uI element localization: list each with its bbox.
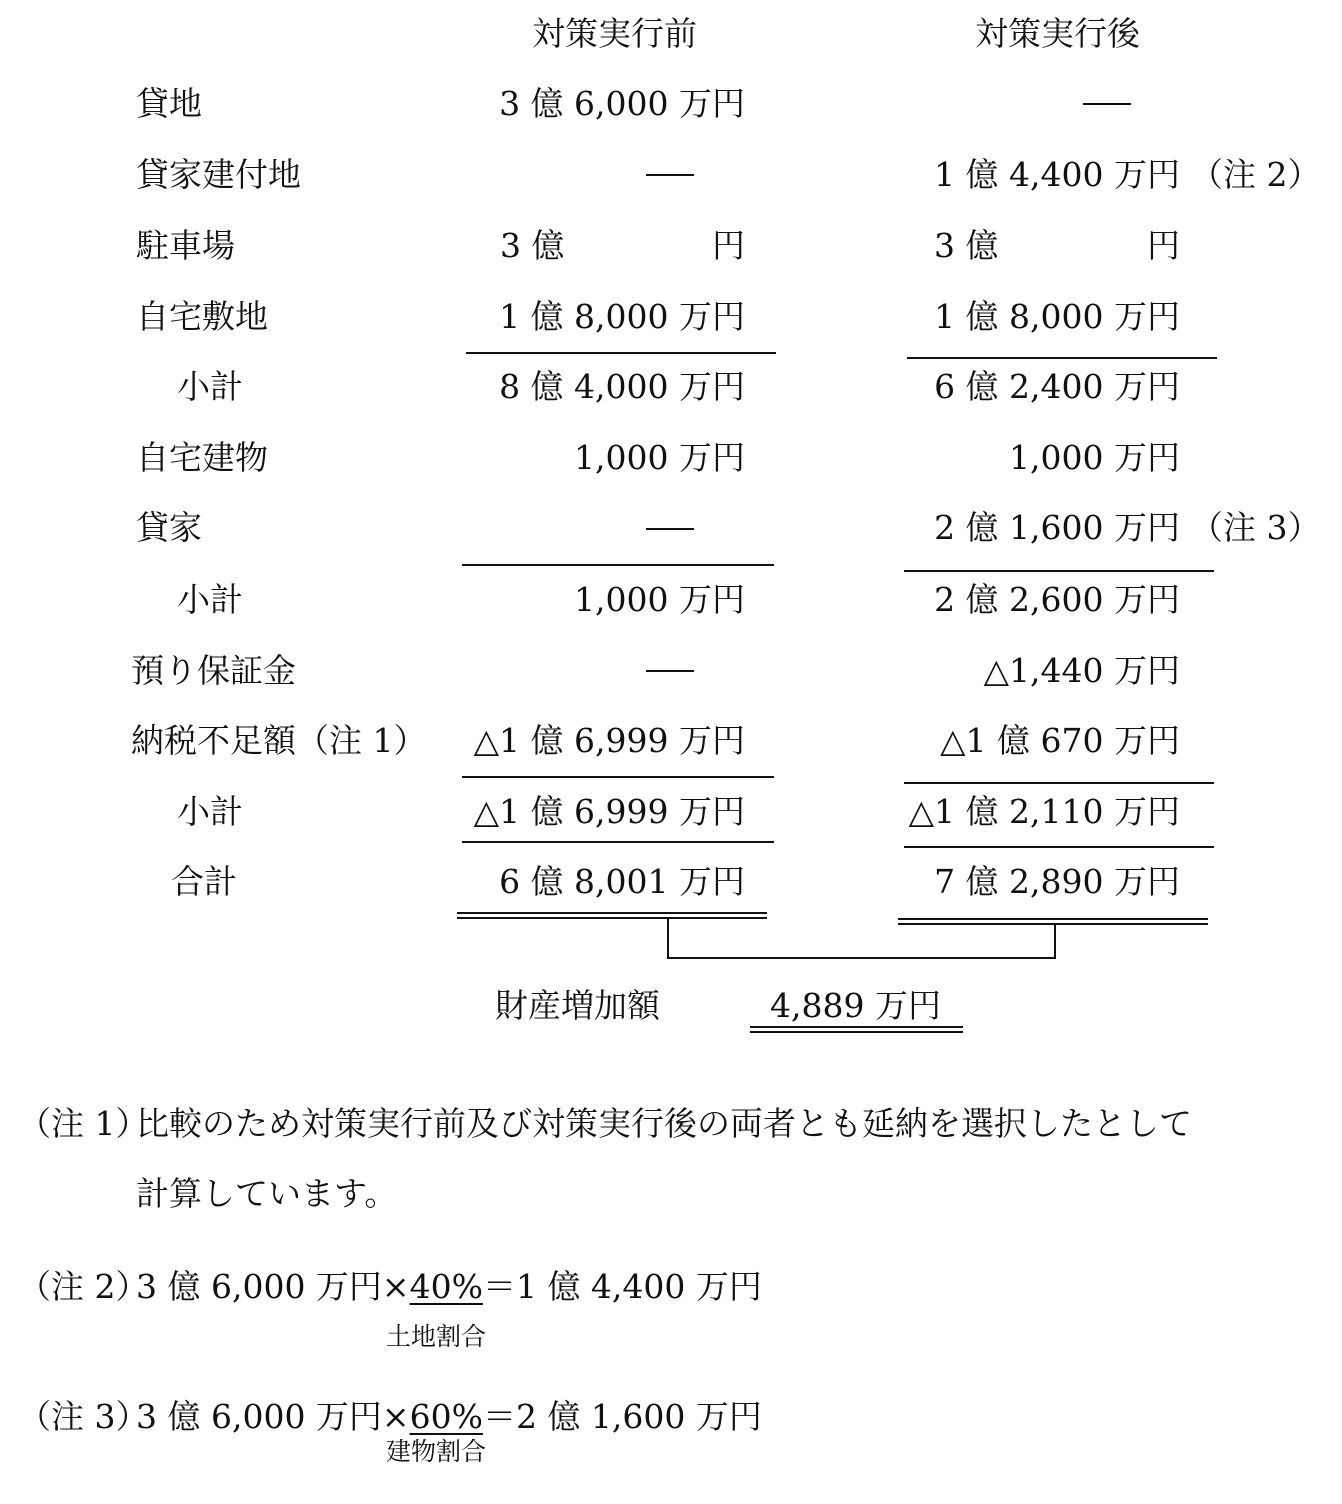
row-before-value: 3 億 6,000 万円 — [499, 84, 745, 123]
row-before-value: △1 億 6,999 万円 — [473, 792, 745, 831]
subtotal-rule — [904, 570, 1214, 572]
note-3-sub: 建物割合 — [386, 1437, 487, 1466]
note-2-sub: 土地割合 — [386, 1322, 487, 1351]
row-label: 預り保証金 — [131, 651, 296, 690]
row-before-value: △1 億 6,999 万円 — [473, 721, 745, 760]
row-label: 小計 — [177, 580, 243, 619]
note-3-pct: 60% — [409, 1397, 483, 1436]
row-after-value: 2 億 1,600 万円 — [934, 508, 1180, 547]
row-before-value: 1,000 万円 — [574, 580, 745, 619]
row-label: 貸家建付地 — [136, 155, 301, 194]
bracket-bottom — [667, 957, 1056, 959]
increase-label: 財産増加額 — [495, 986, 660, 1025]
row-before-value: 1 億 8,000 万円 — [499, 297, 745, 336]
row-after-value-b: 円 — [1147, 226, 1180, 265]
row-before-dash — [646, 174, 694, 176]
note-2-pct: 40% — [409, 1267, 483, 1306]
row-after-value: 7 億 2,890 万円 — [934, 862, 1180, 901]
subtotal-rule — [907, 357, 1217, 359]
note-2-tag: （注 2） — [18, 1267, 149, 1306]
increase-value: 4,889 万円 — [770, 986, 941, 1025]
note-1-line1: 比較のため対策実行前及び対策実行後の両者とも延納を選択したとして — [136, 1104, 1192, 1143]
note-3-formula — [136, 1397, 762, 1437]
row-label: 自宅敷地 — [136, 297, 268, 336]
subtotal-rule — [462, 564, 774, 566]
row-after-value: △1 億 670 万円 — [940, 721, 1180, 760]
row-after-value: 1 億 8,000 万円 — [934, 297, 1180, 336]
header-after: 対策実行後 — [975, 14, 1140, 53]
row-label: 小計 — [177, 367, 243, 406]
note-3-tag: （注 3） — [18, 1397, 149, 1436]
row-after-value: 6 億 2,400 万円 — [934, 367, 1180, 406]
note-3-post: ＝2 億 1,600 万円 — [482, 1397, 762, 1436]
row-label: 小計 — [177, 792, 243, 831]
row-after-dash — [1083, 103, 1131, 105]
subtotal-rule — [462, 841, 774, 843]
row-after-value: 1,000 万円 — [1009, 438, 1180, 477]
note-3-pre: 3 億 6,000 万円× — [136, 1397, 410, 1436]
row-after-value: △1,440 万円 — [983, 651, 1180, 690]
row-label: 自宅建物 — [136, 438, 268, 477]
row-after-value: 2 億 2,600 万円 — [934, 580, 1180, 619]
note-1-line2: 計算しています。 — [136, 1174, 398, 1213]
row-before-value: 1,000 万円 — [574, 438, 745, 477]
row-after-value-a: 3 億 — [934, 226, 999, 265]
row-label: 駐車場 — [136, 226, 235, 265]
row-before-value: 8 億 4,000 万円 — [499, 367, 745, 406]
row-label: 貸家 — [136, 508, 202, 547]
row-label: 貸地 — [136, 84, 202, 123]
increase-double-rule — [750, 1026, 963, 1033]
note-2-pre: 3 億 6,000 万円× — [136, 1267, 410, 1306]
subtotal-rule — [462, 776, 774, 778]
note-2-post: ＝1 億 4,400 万円 — [482, 1267, 762, 1306]
row-before-value: 6 億 8,001 万円 — [499, 862, 745, 901]
header-before: 対策実行前 — [532, 14, 697, 53]
total-double-rule — [898, 918, 1208, 925]
row-before-value-a: 3 億 — [500, 226, 565, 265]
note-1-tag: （注 1） — [18, 1104, 149, 1143]
bracket-left — [667, 918, 669, 959]
row-after-value: 1 億 4,400 万円 — [934, 155, 1180, 194]
row-note: （注 2） — [1190, 155, 1321, 194]
note-2-formula — [136, 1267, 762, 1307]
row-before-dash — [646, 670, 694, 672]
row-label: 合計 — [171, 862, 237, 901]
subtotal-rule — [904, 782, 1214, 784]
row-before-dash — [646, 528, 694, 530]
subtotal-rule — [904, 846, 1214, 848]
row-before-value-b: 円 — [712, 226, 745, 265]
bracket-right — [1054, 924, 1056, 959]
subtotal-rule — [466, 352, 776, 354]
row-note: （注 3） — [1190, 508, 1321, 547]
row-label: 納税不足額（注 1） — [131, 721, 427, 760]
total-double-rule — [457, 912, 767, 919]
row-after-value: △1 億 2,110 万円 — [908, 792, 1180, 831]
